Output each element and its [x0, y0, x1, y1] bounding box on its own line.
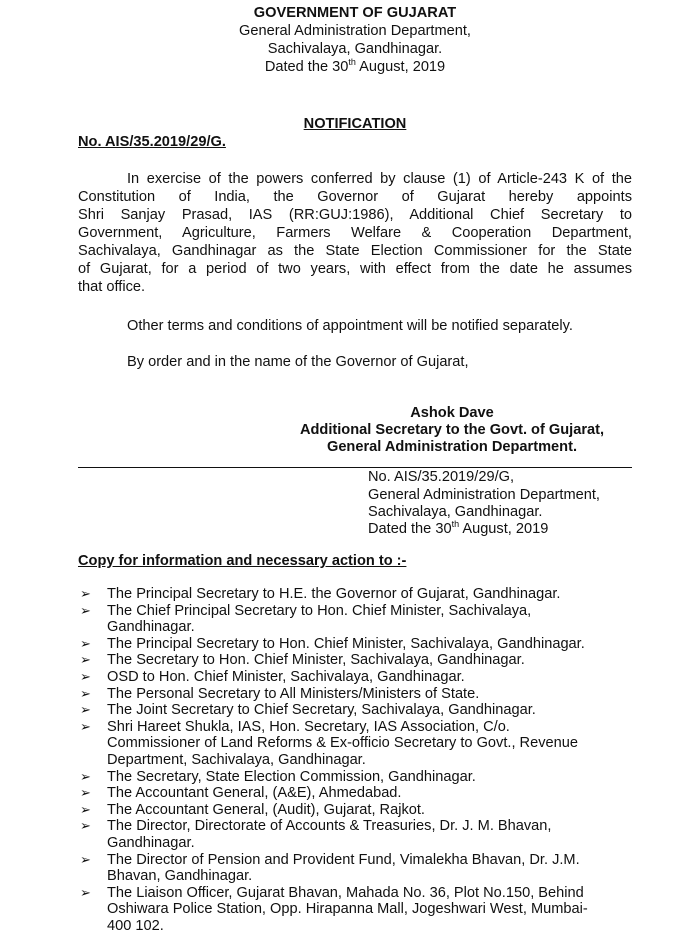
signatory-name: Ashok Dave — [410, 405, 494, 421]
arrow-bullet-icon: ➢ — [80, 768, 91, 784]
other-terms-text: Other terms and conditions of appointment will be notified separately. — [127, 318, 573, 334]
body-line: In exercise of the powers conferred by clause (1) of Article-243 K of the — [127, 171, 632, 187]
list-item — [80, 818, 660, 851]
government-title: GOVERNMENT OF GUJARAT — [253, 5, 457, 21]
signatory-department: General Administration Department. — [326, 439, 578, 455]
endorsement-department: General Administration Department, — [368, 487, 600, 503]
recipient-text: The Secretary to Hon. Chief Minister, Sachivalaya, Gandhinagar. — [107, 652, 525, 669]
copy-recipient-list — [80, 586, 660, 934]
notification-number: No. AIS/35.2019/29/G. — [78, 134, 226, 150]
arrow-bullet-icon: ➢ — [80, 668, 91, 684]
date-sup: th — [348, 57, 356, 68]
date-text: Dated the 30 — [368, 521, 452, 537]
recipient-text: The Principal Secretary to Hon. Chief Minister, Sachivalaya, Gandhinagar. — [107, 635, 585, 652]
arrow-bullet-icon: ➢ — [80, 586, 91, 601]
arrow-bullet-icon: ➢ — [80, 884, 91, 900]
arrow-bullet-icon: ➢ — [80, 818, 91, 834]
body-line: Sachivalaya, Gandhinagar as the State Election Commissioner for the State — [78, 243, 632, 259]
list-item — [80, 669, 660, 686]
arrow-bullet-icon: ➢ — [80, 635, 91, 651]
arrow-bullet-icon: ➢ — [80, 801, 91, 817]
notification-heading: NOTIFICATION — [303, 116, 407, 132]
list-item — [80, 802, 660, 819]
recipient-text: The Director, Directorate of Accounts & Treasuries, Dr. J. M. Bhavan, Gandhinagar. — [107, 818, 552, 851]
date-text: August, 2019 — [459, 521, 549, 537]
recipient-text: The Accountant General, (Audit), Gujarat, Rajkot. — [107, 801, 425, 818]
arrow-bullet-icon: ➢ — [80, 718, 91, 734]
list-item — [80, 686, 660, 703]
arrow-bullet-icon: ➢ — [80, 602, 91, 618]
arrow-bullet-icon: ➢ — [80, 785, 91, 801]
body-line: of Gujarat, for a period of two years, with effect from the date he assumes — [78, 261, 632, 277]
recipient-text: Shri Hareet Shukla, IAS, Hon. Secretary, IAS Association, C/o. Commissioner of Land Reforms & Ex-officio Secretary to Govt., Revenue Department, Sachivalaya, Gandhinagar. — [107, 718, 578, 768]
list-item — [80, 603, 660, 636]
list-item — [80, 769, 660, 786]
recipient-text: The Liaison Officer, Gujarat Bhavan, Mahada No. 36, Plot No.150, Behind Oshiwara Police Station, Opp. Hirapanna Mall, Jogeshwari West, Mumbai- 400 102. — [107, 884, 588, 934]
arrow-bullet-icon: ➢ — [80, 685, 91, 701]
list-item — [80, 785, 660, 802]
divider-line — [78, 467, 632, 468]
body-line: Constitution of India, the Governor of Gujarat hereby appoints — [78, 189, 632, 205]
recipient-text: The Joint Secretary to Chief Secretary, Sachivalaya, Gandhinagar. — [107, 702, 536, 719]
copy-heading: Copy for information and necessary action to :- — [78, 553, 407, 569]
arrow-bullet-icon: ➢ — [80, 702, 91, 718]
list-item — [80, 852, 660, 885]
endorsement-number: No. AIS/35.2019/29/G, — [368, 469, 515, 485]
body-line: Shri Sanjay Prasad, IAS (RR:GUJ:1986), Additional Chief Secretary to — [78, 207, 632, 223]
recipient-text: The Chief Principal Secretary to Hon. Chief Minister, Sachivalaya, Gandhinagar. — [107, 602, 532, 636]
list-item — [80, 636, 660, 653]
header-department: General Administration Department, — [239, 23, 471, 39]
by-order-text: By order and in the name of the Governor of Gujarat, — [127, 354, 469, 370]
recipient-text: The Secretary, State Election Commission, Gandhinagar. — [107, 768, 476, 785]
list-item — [80, 652, 660, 669]
recipient-text: The Director of Pension and Provident Fund, Vimalekha Bhavan, Dr. J.M. Bhavan, Gandhinagar. — [107, 851, 580, 885]
arrow-bullet-icon: ➢ — [80, 652, 91, 668]
header-date — [0, 59, 699, 75]
list-item — [80, 719, 660, 769]
list-item — [80, 586, 660, 603]
body-line: that office. — [78, 279, 146, 295]
signatory-designation: Additional Secretary to the Govt. of Gujarat, — [299, 422, 605, 438]
list-item — [80, 702, 660, 719]
recipient-text: OSD to Hon. Chief Minister, Sachivalaya, Gandhinagar. — [107, 668, 465, 685]
date-sup: th — [451, 519, 460, 530]
recipient-text: The Principal Secretary to H.E. the Governor of Gujarat, Gandhinagar. — [107, 586, 561, 602]
header-place: Sachivalaya, Gandhinagar. — [267, 41, 443, 57]
arrow-bullet-icon: ➢ — [80, 851, 91, 867]
body-line: Government, Agriculture, Farmers Welfare & Cooperation Department, — [78, 225, 632, 241]
list-item — [80, 885, 660, 934]
endorsement-date — [368, 521, 548, 537]
date-text: August, 2019 — [355, 59, 446, 75]
recipient-text: The Personal Secretary to All Ministers/Ministers of State. — [107, 685, 480, 702]
date-text: Dated the 30 — [264, 59, 349, 75]
recipient-text: The Accountant General, (A&E), Ahmedabad. — [107, 785, 402, 802]
endorsement-place: Sachivalaya, Gandhinagar. — [368, 504, 543, 520]
